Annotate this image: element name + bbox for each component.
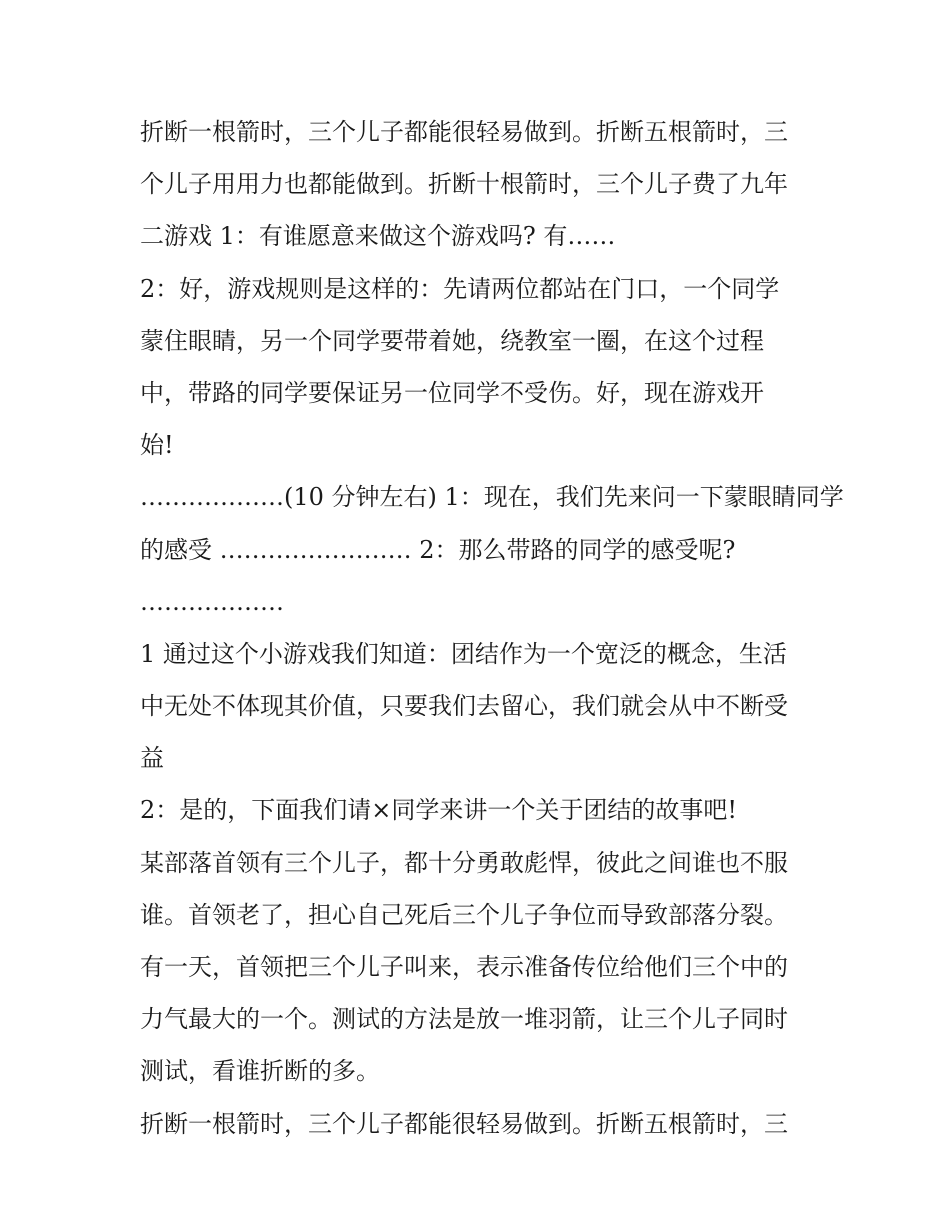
text-line-19: 测试，看谁折断的多。: [140, 1057, 380, 1086]
text-line-8: ………………(10 分钟左右) 1：现在，我们先来问一下蒙眼睛同学: [140, 483, 844, 512]
text-line-13: 益: [140, 744, 164, 773]
body-text: [140, 106, 844, 1150]
text-line-5: 蒙住眼睛，另一个同学要带着她，绕教室一圈，在这个过程: [140, 326, 764, 355]
text-line-1: 折断一根箭时，三个儿子都能很轻易做到。折断五根箭时，三: [140, 118, 788, 146]
text-line-11: 1 通过这个小游戏我们知道：团结作为一个宽泛的概念，生活: [140, 639, 787, 668]
text-line-6: 中，带路的同学要保证另一位同学不受伤。好，现在游戏开: [140, 378, 764, 407]
text-line-3: 二游戏 1：有谁愿意来做这个游戏吗? 有……: [140, 222, 616, 251]
text-line-14: 2：是的，下面我们请×同学来讲一个关于团结的故事吧!: [140, 796, 738, 825]
text-line-7: 始!: [140, 431, 174, 460]
text-line-4: 2：好，游戏规则是这样的：先请两位都站在门口，一个同学: [140, 274, 780, 303]
text-line-2: 个儿子用用力也都能做到。折断十根箭时，三个儿子费了九年: [140, 170, 788, 199]
text-line-12: 中无处不体现其价值，只要我们去留心，我们就会从中不断受: [140, 692, 788, 721]
text-line-9: 的感受 …………………… 2：那么带路的同学的感受呢?: [140, 535, 736, 564]
text-line-15: 某部落首领有三个儿子，都十分勇敢彪悍，彼此之间谁也不服: [140, 848, 788, 877]
text-line-17: 有一天，首领把三个儿子叫来，表示准备传位给他们三个中的: [140, 953, 788, 981]
text-line-10: ………………: [140, 587, 284, 616]
text-line-18: 力气最大的一个。测试的方法是放一堆羽箭，让三个儿子同时: [140, 1005, 788, 1034]
text-line-20: 折断一根箭时，三个儿子都能很轻易做到。折断五根箭时，三: [140, 1109, 788, 1138]
text-line-16: 谁。首领老了，担心自己死后三个儿子争位而导致部落分裂。: [140, 900, 788, 929]
